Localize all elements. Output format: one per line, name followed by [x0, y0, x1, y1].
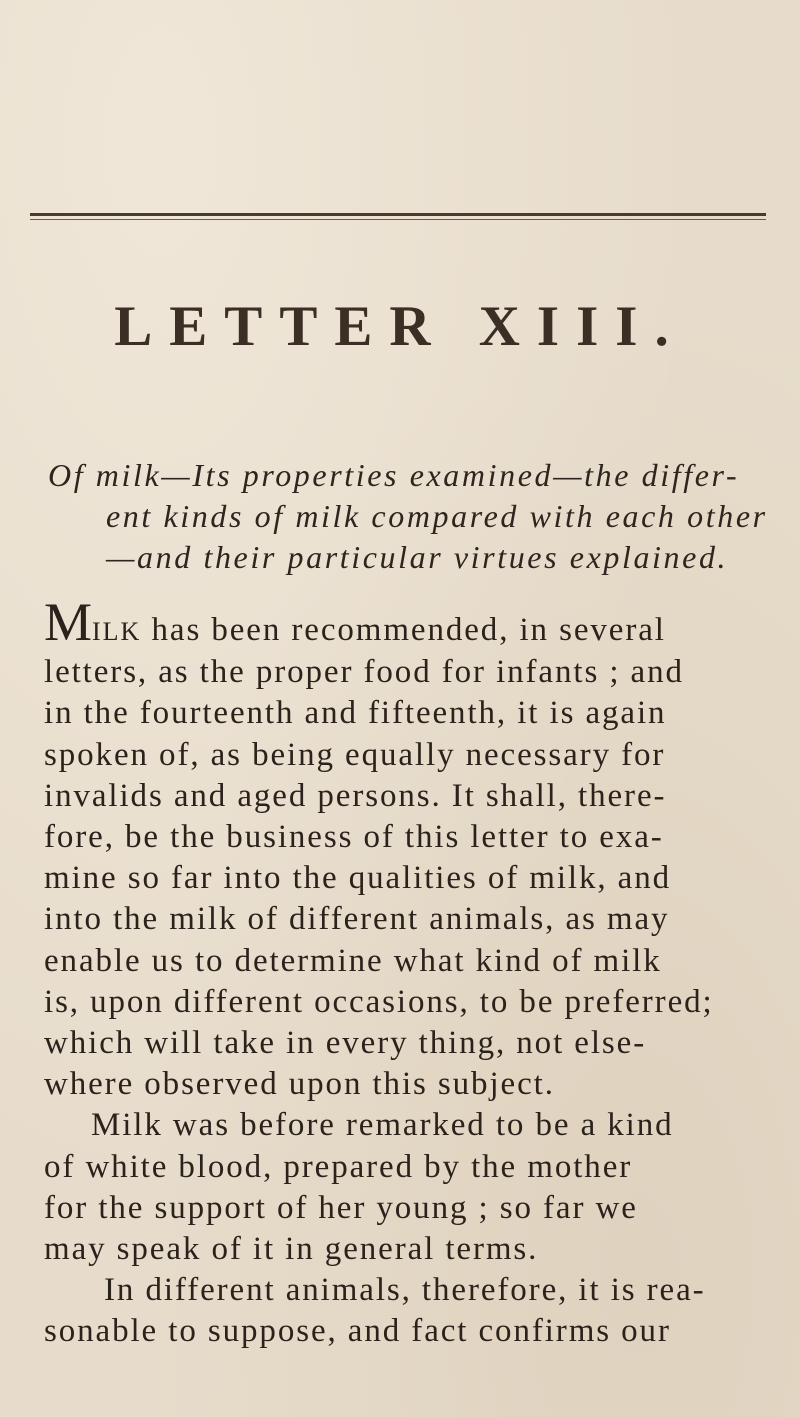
first-word-smallcaps: ILK [92, 617, 142, 646]
text-line: sonable to suppose, and fact confirms our [44, 1313, 671, 1350]
text-line: into the milk of different animals, as may [44, 901, 670, 938]
drop-cap: M [44, 592, 93, 652]
text-line: spoken of, as being equally necessary for [44, 736, 666, 773]
text-line: letters, as the proper food for infants ; and [44, 654, 684, 691]
text-line: may speak of it in general terms. [44, 1231, 539, 1268]
text-line: of white blood, prepared by the mother [44, 1148, 633, 1185]
summary-line: Of milk—Its properties examined—the differ- [48, 457, 740, 493]
text-line: Milk was before remarked to be a kind [91, 1107, 674, 1144]
text-line: In different animals, therefore, it is rea- [104, 1272, 706, 1309]
text-line: in the fourteenth and fifteenth, it is again [44, 695, 667, 732]
header-rule-thick [30, 213, 766, 216]
text-line: for the support of her young ; so far we [44, 1189, 638, 1226]
summary-line: —and their particular virtues explained. [106, 539, 729, 575]
text-line: where observed upon this subject. [44, 1066, 555, 1103]
summary-line: ent kinds of milk compared with each other [106, 498, 768, 534]
first-line-text: has been recommended, in several [141, 612, 666, 648]
header-rule-thin [30, 219, 766, 220]
chapter-summary [48, 455, 768, 578]
paragraph-first-line [44, 592, 768, 652]
body-text [44, 592, 768, 1353]
letter-heading: LETTER XIII. [114, 295, 686, 358]
text-line: invalids and aged persons. It shall, there- [44, 777, 667, 814]
text-line: fore, be the business of this letter to exa- [44, 819, 664, 856]
text-line: is, upon different occasions, to be preferred; [44, 983, 714, 1020]
text-line: which will take in every thing, not else- [44, 1025, 647, 1062]
text-line: mine so far into the qualities of milk, and [44, 860, 672, 897]
text-line: enable us to determine what kind of milk [44, 942, 662, 979]
